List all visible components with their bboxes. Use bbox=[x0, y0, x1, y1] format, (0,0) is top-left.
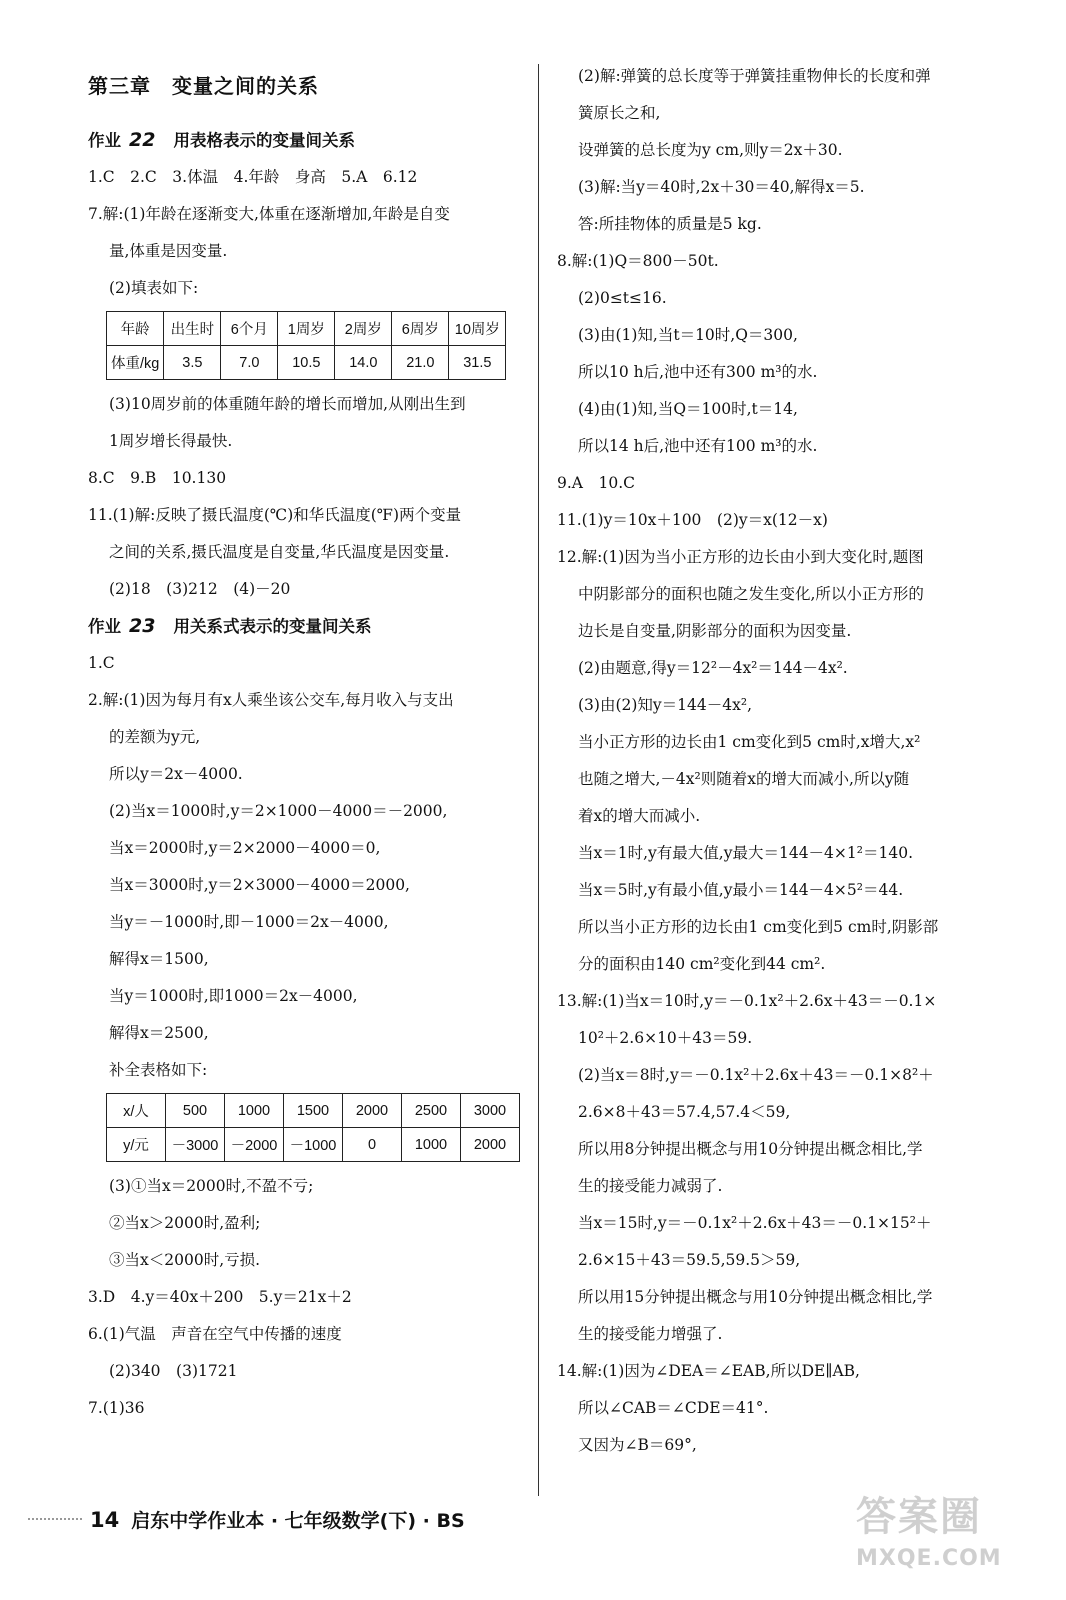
text-line: 解得x＝1500, bbox=[109, 950, 209, 968]
section-prefix: 作业 bbox=[88, 617, 121, 636]
table-cell: 2000 bbox=[343, 1094, 402, 1128]
section-prefix: 作业 bbox=[88, 131, 121, 150]
table-header-row bbox=[107, 1094, 520, 1128]
answers-block bbox=[557, 58, 993, 1464]
text-line: 答:所挂物体的质量是5 kg. bbox=[578, 215, 762, 233]
book-title: 启东中学作业本 · 七年级数学(下) · BS bbox=[131, 1510, 465, 1532]
text-line: 1周岁增长得最快. bbox=[109, 432, 233, 450]
table-cell: －2000 bbox=[225, 1128, 284, 1162]
table-cell: 10周岁 bbox=[449, 312, 506, 346]
text-line: 2.解:(1)因为每月有x人乘坐该公交车,每月收入与支出 bbox=[88, 691, 454, 709]
text-line: 所以y＝2x－4000. bbox=[109, 765, 243, 783]
text-line: (3)由(2)知y＝144－4x², bbox=[578, 696, 752, 714]
text-line: 生的接受能力减弱了. bbox=[578, 1177, 723, 1195]
page-footer bbox=[28, 1500, 465, 1540]
text-line: ③当x＜2000时,亏损. bbox=[109, 1251, 261, 1269]
text-line: 着x的增大而减小. bbox=[578, 807, 701, 825]
table-cell: 出生时 bbox=[164, 312, 221, 346]
age-weight-table bbox=[106, 311, 506, 380]
text-line: 2.6×15＋43＝59.5,59.5＞59, bbox=[578, 1251, 801, 1269]
table-row bbox=[107, 1128, 520, 1162]
table-cell: y/元 bbox=[107, 1128, 166, 1162]
table-cell: －3000 bbox=[166, 1128, 225, 1162]
text-line: 之间的关系,摄氏温度是自变量,华氏温度是因变量. bbox=[109, 543, 450, 561]
table-header-row bbox=[107, 312, 506, 346]
text-line: 8.解:(1)Q＝800－50t. bbox=[557, 252, 719, 270]
text-line: 所以用8分钟提出概念与用10分钟提出概念相比,学 bbox=[578, 1140, 923, 1158]
table-cell: 0 bbox=[343, 1128, 402, 1162]
answers-block bbox=[88, 159, 520, 307]
text-line: 所以用15分钟提出概念与用10分钟提出概念相比,学 bbox=[578, 1288, 933, 1306]
text-line: 13.解:(1)当x＝10时,y＝－0.1x²＋2.6x＋43＝－0.1× bbox=[557, 992, 937, 1010]
table-cell: 年龄 bbox=[107, 312, 164, 346]
text-line: 补全表格如下: bbox=[109, 1061, 208, 1079]
text-line: 当x＝1时,y有最大值,y最大＝144－4×1²＝140. bbox=[578, 844, 913, 862]
watermark-logo-text: 答案圈 bbox=[856, 1494, 982, 1540]
text-line: 又因为∠B＝69°, bbox=[578, 1436, 697, 1454]
section-heading bbox=[88, 122, 520, 159]
text-line: 6.(1)气温 声音在空气中传播的速度 bbox=[88, 1325, 342, 1343]
text-line: 分的面积由140 cm²变化到44 cm². bbox=[578, 955, 826, 973]
text-line: 当x＝2000时,y＝2×2000－4000＝0, bbox=[109, 839, 381, 857]
footer-decoration bbox=[28, 1518, 82, 1526]
text-line: 7.解:(1)年龄在逐渐变大,体重在逐渐增加,年龄是自变 bbox=[88, 205, 450, 223]
section-number: 22 bbox=[129, 129, 156, 151]
answers-block bbox=[88, 645, 520, 1089]
table-cell: 体重/kg bbox=[107, 346, 164, 380]
text-line: 生的接受能力增强了. bbox=[578, 1325, 723, 1343]
text-line: 当x＝3000时,y＝2×3000－4000＝2000, bbox=[109, 876, 410, 894]
section-number: 23 bbox=[129, 615, 156, 637]
text-line: 7.(1)36 bbox=[88, 1399, 145, 1417]
answers-block bbox=[88, 1168, 520, 1427]
text-line: 8.C 9.B 10.130 bbox=[88, 469, 227, 487]
section-title: 用关系式表示的变量间关系 bbox=[173, 617, 372, 636]
text-line: 当x＝15时,y＝－0.1x²＋2.6x＋43＝－0.1×15²＋ bbox=[578, 1214, 932, 1232]
text-line: 所以当小正方形的边长由1 cm变化到5 cm时,阴影部 bbox=[578, 918, 939, 936]
text-line: 当y＝－1000时,即－1000＝2x－4000, bbox=[109, 913, 389, 931]
section-title: 用表格表示的变量间关系 bbox=[173, 131, 355, 150]
column-divider bbox=[538, 64, 539, 1496]
text-line: 量,体重是因变量. bbox=[109, 242, 228, 260]
table-cell: x/人 bbox=[107, 1094, 166, 1128]
text-line: 所以∠CAB＝∠CDE＝41°. bbox=[578, 1399, 769, 1417]
text-line: (3)由(1)知,当t＝10时,Q＝300, bbox=[578, 326, 798, 344]
table-cell: 1500 bbox=[284, 1094, 343, 1128]
text-line: 当y＝1000时,即1000＝2x－4000, bbox=[109, 987, 358, 1005]
text-line: 当小正方形的边长由1 cm变化到5 cm时,x增大,x² bbox=[578, 733, 921, 751]
table-cell: 2周岁 bbox=[335, 312, 392, 346]
text-line: 设弹簧的总长度为y cm,则y＝2x＋30. bbox=[578, 141, 843, 159]
text-line: 1.C 2.C 3.体温 4.年龄 身高 5.A 6.12 bbox=[88, 168, 418, 186]
text-line: 边长是自变量,阴影部分的面积为因变量. bbox=[578, 622, 852, 640]
table-cell: 2500 bbox=[402, 1094, 461, 1128]
text-line: ②当x＞2000时,盈利; bbox=[109, 1214, 261, 1232]
table-cell: 31.5 bbox=[449, 346, 506, 380]
text-line: 的差额为y元, bbox=[109, 728, 201, 746]
table-cell: 1000 bbox=[225, 1094, 284, 1128]
text-line: (3)①当x＝2000时,不盈不亏; bbox=[109, 1177, 314, 1195]
table-cell: 7.0 bbox=[221, 346, 278, 380]
text-line: 1.C bbox=[88, 654, 115, 672]
text-line: (2)解:弹簧的总长度等于弹簧挂重物伸长的长度和弹 bbox=[578, 67, 931, 85]
table-cell: 1000 bbox=[402, 1128, 461, 1162]
text-line: 2.6×8＋43＝57.4,57.4＜59, bbox=[578, 1103, 791, 1121]
text-line: (2)340 (3)1721 bbox=[109, 1362, 238, 1380]
table-row bbox=[107, 346, 506, 380]
right-column bbox=[557, 58, 993, 1464]
text-line: (2)当x＝8时,y＝－0.1x²＋2.6x＋43＝－0.1×8²＋ bbox=[578, 1066, 934, 1084]
text-line: 11.(1)y＝10x＋100 (2)y＝x(12－x) bbox=[557, 511, 828, 529]
text-line: 解得x＝2500, bbox=[109, 1024, 209, 1042]
text-line: 也随之增大,－4x²则随着x的增大而减小,所以y随 bbox=[578, 770, 910, 788]
table-cell: 1周岁 bbox=[278, 312, 335, 346]
text-line: (2)0≤t≤16. bbox=[578, 289, 667, 307]
text-line: 中阴影部分的面积也随之发生变化,所以小正方形的 bbox=[578, 585, 924, 603]
text-line: (2)由题意,得y＝12²－4x²＝144－4x². bbox=[578, 659, 848, 677]
text-line: (2)18 (3)212 (4)－20 bbox=[109, 580, 291, 598]
passenger-balance-table bbox=[106, 1093, 520, 1162]
chapter-title: 第三章 变量之间的关系 bbox=[88, 74, 319, 98]
table-cell: 3.5 bbox=[164, 346, 221, 380]
answers-block bbox=[88, 386, 520, 608]
text-line: 所以10 h后,池中还有300 m³的水. bbox=[578, 363, 818, 381]
table-cell: 14.0 bbox=[335, 346, 392, 380]
text-line: 12.解:(1)因为当小正方形的边长由小到大变化时,题图 bbox=[557, 548, 924, 566]
text-line: 10²＋2.6×10＋43＝59. bbox=[578, 1029, 753, 1047]
table-cell: 6周岁 bbox=[392, 312, 449, 346]
left-column bbox=[88, 58, 520, 1427]
table-cell: －1000 bbox=[284, 1128, 343, 1162]
section-heading bbox=[88, 608, 520, 645]
text-line: 簧原长之和, bbox=[578, 104, 661, 122]
table-cell: 10.5 bbox=[278, 346, 335, 380]
text-line: (2)填表如下: bbox=[109, 279, 199, 297]
text-line: (3)10周岁前的体重随年龄的增长而增加,从刚出生到 bbox=[109, 395, 466, 413]
text-line: (3)解:当y＝40时,2x＋30＝40,解得x＝5. bbox=[578, 178, 865, 196]
table-cell: 21.0 bbox=[392, 346, 449, 380]
table-cell: 2000 bbox=[461, 1128, 520, 1162]
text-line: 3.D 4.y＝40x＋200 5.y＝21x＋2 bbox=[88, 1288, 352, 1306]
watermark-url: MXQE.COM bbox=[856, 1546, 1002, 1571]
text-line: 9.A 10.C bbox=[557, 474, 635, 492]
text-line: 当x＝5时,y有最小值,y最小＝144－4×5²＝44. bbox=[578, 881, 904, 899]
text-line: 14.解:(1)因为∠DEA＝∠EAB,所以DE∥AB, bbox=[557, 1362, 860, 1380]
table-cell: 3000 bbox=[461, 1094, 520, 1128]
text-line: (4)由(1)知,当Q＝100时,t＝14, bbox=[578, 400, 798, 418]
table-cell: 500 bbox=[166, 1094, 225, 1128]
text-line: 11.(1)解:反映了摄氏温度(℃)和华氏温度(℉)两个变量 bbox=[88, 506, 462, 524]
table-cell: 6个月 bbox=[221, 312, 278, 346]
text-line: (2)当x＝1000时,y＝2×1000－4000＝－2000, bbox=[109, 802, 448, 820]
page-number: 14 bbox=[90, 1508, 120, 1532]
text-line: 所以14 h后,池中还有100 m³的水. bbox=[578, 437, 818, 455]
watermark bbox=[856, 1490, 1006, 1590]
